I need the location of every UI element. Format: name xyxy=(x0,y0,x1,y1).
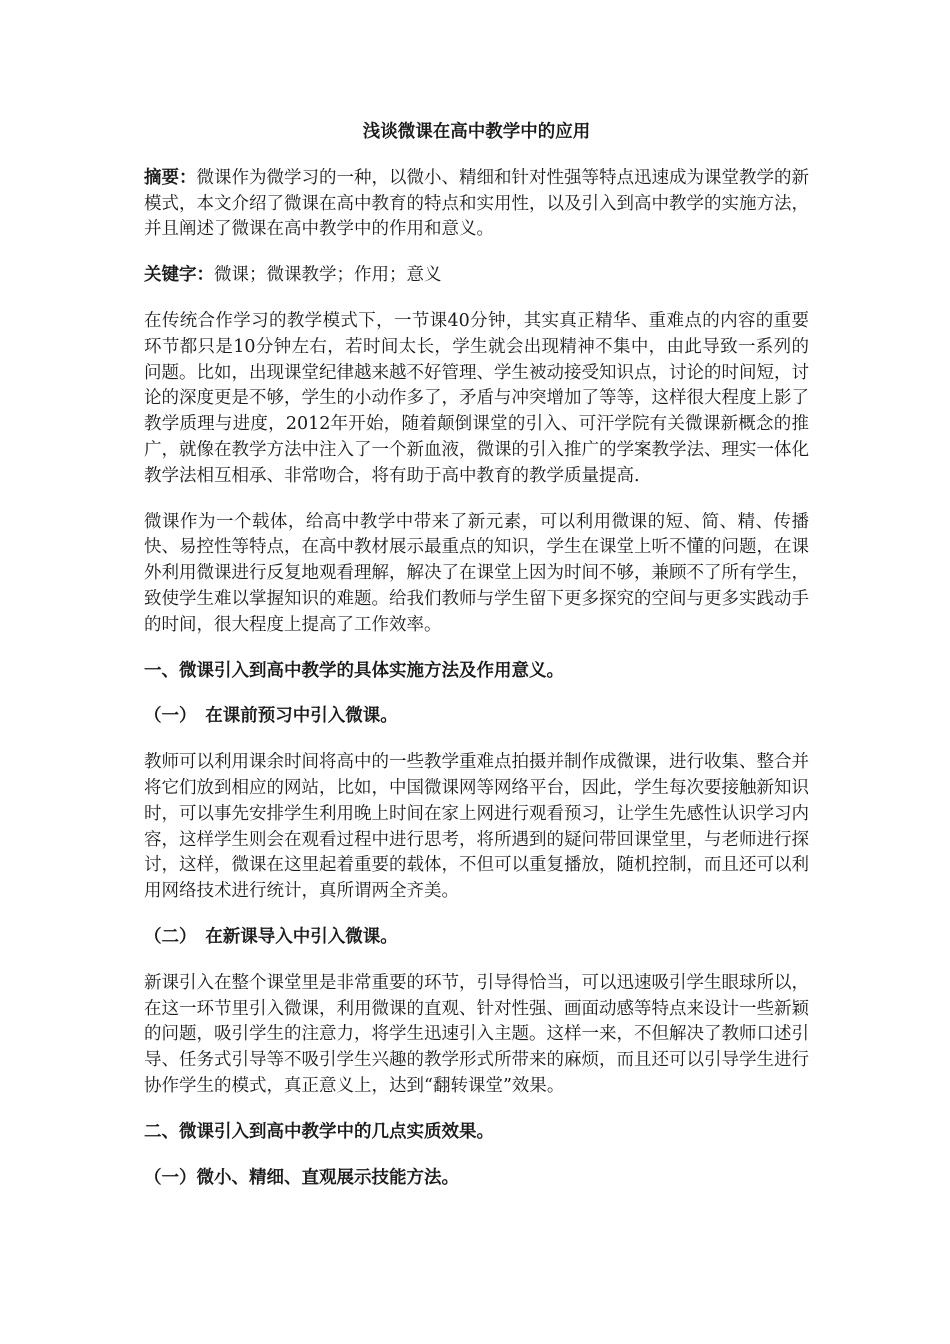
body-paragraph-2: 微课作为一个载体，给高中教学中带来了新元素，可以利用微课的短、简、精、传播快、易控性等特点，在高中教材展示最重点的知识，学生在课堂上听不懂的问题，在课外利用微课进行反复地观看理解，解决了在课堂上因为时间不够，兼顾不了所有学生，致使学生难以掌握知识的难题。给我们教师与学生留下更多探究的空间与更多实践动手的时间，很大程度上提高了工作效率。 xyxy=(144,511,809,635)
abstract-text: 微课作为微学习的一种，以微小、精细和针对性强等特点迅速成为课堂教学的新模式，本文介绍了微课在高中教育的特点和实用性，以及引入到高中教学的实施方法，并且阐述了微课在高中教学中的作用和意义。 xyxy=(144,167,809,240)
subsection-heading-1-1: （一） 在课前预习中引入微课。 xyxy=(144,706,398,727)
keywords-text: 微课；微课教学；作用；意义 xyxy=(214,265,442,286)
document-title: 浅谈微课在高中教学中的应用 xyxy=(362,122,591,142)
keywords-paragraph xyxy=(144,263,809,289)
body-paragraph-4: 新课引入在整个课堂里是非常重要的环节，引导得恰当，可以迅速吸引学生眼球所以，在这一环节里引入微课，利用微课的直观、针对性强、画面动感等特点来设计一些新颖的问题，吸引学生的注意力，将学生迅速引入主题。这样一来，不但解决了教师口述引导、任务式引导等不吸引学生兴趣的教学形式所带来的麻烦，而且还可以引导学生进行协作学生的模式，真正意义上，达到“翻转课堂”效果。 xyxy=(144,972,809,1096)
section-heading-1: 一、微课引入到高中教学的具体实施方法及作用意义。 xyxy=(144,660,564,681)
body-paragraph-1: 在传统合作学习的教学模式下，一节课40分钟，其实真正精华、重难点的内容的重要环节都只是10分钟左右，若时间太长，学生就会出现精神不集中，由此导致一系列的问题。比如，出现课堂纪律越来越不好管理、学生被动接受知识点，讨论的时间短，讨论的深度更是不够，学生的小动作多了，矛盾与冲突增加了等等，这样很大程度上影了教学质理与进度，2012年开始，随着颠倒课堂的引入、可汗学院有关微课新概念的推广，就像在教学方法中注入了一个新血液，微课的引入推广的学案教学法、理实一体化教学法相互相承、非常吻合，将有助于高中教育的教学质量提高. xyxy=(144,310,809,486)
abstract-label: 摘要： xyxy=(144,167,197,188)
keywords-label: 关键字： xyxy=(144,265,214,286)
body-paragraph-3: 教师可以利用课余时间将高中的一些教学重难点拍摄并制作成微课，进行收集、整合并将它们放到相应的网站，比如，中国微课网等网络平台，因此，学生每次要接触新知识时，可以事先安排学生利用晚上时间在家上网进行观看预习，让学生先感性认识学习内容，这样学生则会在观看过程中进行思考，将所遇到的疑问带回课堂里，与老师进行探讨，这样，微课在这里起着重要的载体，不但可以重复播放，随机控制，而且还可以利用网络技术进行统计，真所谓两全齐美。 xyxy=(144,752,809,902)
section-heading-2: 二、微课引入到高中教学中的几点实质效果。 xyxy=(144,1121,494,1142)
subsection-heading-2-1: （一）微小、精细、直观展示技能方法。 xyxy=(144,1167,459,1188)
subsection-heading-1-2: （二） 在新课导入中引入微课。 xyxy=(144,926,398,947)
abstract-paragraph xyxy=(144,166,809,243)
document-page xyxy=(144,120,809,1211)
